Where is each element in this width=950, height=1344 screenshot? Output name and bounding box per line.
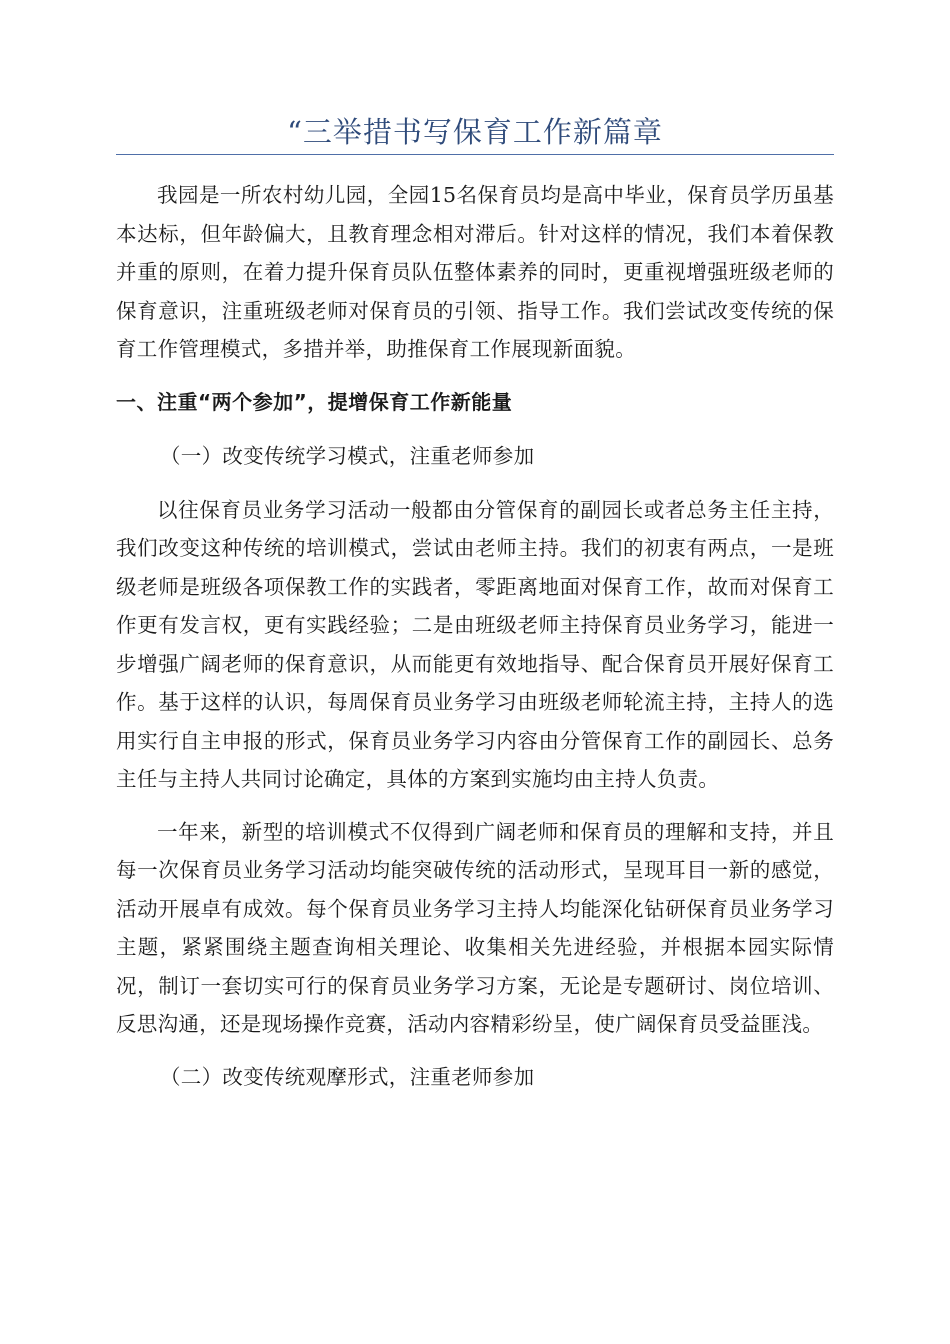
subsection-heading-2: （二）改变传统观摩形式，注重老师参加 <box>160 1064 535 1089</box>
subsection-1-paragraph-1: 以往保育员业务学习活动一般都由分管保育的副园长或者总务主任主持，我们改变这种传统的培训模式，尝试由老师主持。我们的初衷有两点，一是班级老师是班级各项保教工作的实践者，零距离地面对保育工作，故而对保育工作更有发言权，更有实践经验；二是由班级老师主持保育员业务学习，能进一步增强广阔老师的保育意识，从而能更有效地指导、配合保育员开展好保育工作。基于这样的认识，每周保育员业务学习由班级老师轮流主持，主持人的选用实行自主申报的形式，保育员业务学习内容由分管保育工作的副园长、总务主任与主持人共同讨论确定，具体的方案到实施均由主持人负责。 <box>116 497 834 791</box>
section-heading-1: 一、注重“两个参加”，提增保育工作新能量 <box>116 389 513 414</box>
title-underline <box>116 154 834 155</box>
subsection-1-paragraph-2: 一年来，新型的培训模式不仅得到广阔老师和保育员的理解和支持，并且每一次保育员业务学习活动均能突破传统的活动形式，呈现耳目一新的感觉，活动开展卓有成效。每个保育员业务学习主持人均能深化钻研保育员业务学习主题，紧紧围绕主题查询相关理论、收集相关先进经验，并根据本园实际情况，制订一套切实可行的保育员业务学习方案，无论是专题研讨、岗位培训、反思沟通，还是现场操作竞赛，活动内容精彩纷呈，使广阔保育员受益匪浅。 <box>116 819 834 1036</box>
document-title: “三举措书写保育工作新篇章 <box>287 115 663 149</box>
subsection-heading-1: （一）改变传统学习模式，注重老师参加 <box>160 443 535 468</box>
intro-paragraph: 我园是一所农村幼儿园，全园15名保育员均是高中毕业，保育员学历虽基本达标，但年龄偏大，且教育理念相对滞后。针对这样的情况，我们本着保教并重的原则，在着力提升保育员队伍整体素养的同时，更重视增强班级老师的保育意识，注重班级老师对保育员的引领、指导工作。我们尝试改变传统的保育工作管理模式，多措并举，助推保育工作展现新面貌。 <box>116 183 834 361</box>
document-body <box>116 176 834 1112</box>
